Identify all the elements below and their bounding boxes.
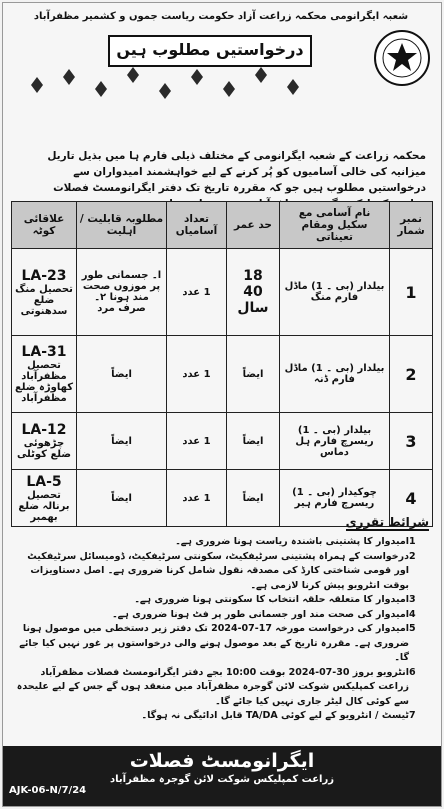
row-qualification: ایضاً [77,336,167,413]
col-post: نام آسامی مع سکیل ومقام تعیناتی [280,202,390,249]
row-age: ایضاً [227,336,280,413]
row-count: 1 عدد [167,470,227,527]
row-qualification: ایضاً [77,413,167,470]
row-post: بیلدار (بی ۔ 1) ماڈل فارم منگ [280,249,390,336]
intro-paragraph: محکمہ زراعت کے شعبہ ایگرانومی کے مختلف ذیلی فارم ہا میں بذیل تاریل میزانیہ کی خالی آسامیوں کو پُر کرنے کے لیے خواہشمند امیدواران سے درخواستیں مطلوب ہیں جو کہ مقررہ تاریخ تک دفتر ایگرانومسٹ فصلات [47,150,426,194]
list-item: 4 امیدوار کی صحت مند اور جسمانی طور پر فٹ ہونا ضروری ہے۔ [112,608,416,620]
row-post: چوکیدار (بی ۔ 1) ریسرچ فارم ہیر [280,470,390,527]
row-count: 1 عدد [167,336,227,413]
col-serial: نمبر شمار [390,202,433,249]
table-header-row [12,202,433,249]
list-item: 2 درخواست کے ہمراہ پشتینی سرٹیفکیٹ، سکونتی سرٹیفکیٹ، ڈومیسائل سرٹیفکیٹ اور قومی شناختی کارڈ کی مصدقہ نقول شامل کرنا ضروری ہے۔ اصل دستاویزات بوقت انٹرویو پیش کرنا لازمی ہے۔ [27,550,416,591]
col-quota: علاقائی کوٹہ [12,202,77,249]
row-post: بیلدار (بی ۔ 1) ماڈل فارم ڈنہ [280,336,390,413]
row-quota: LA-12 چڑھوئی ضلع کوٹلی [12,413,77,470]
row-qualification: ایضاً [77,470,167,527]
row-age: 18 40 سال [227,249,280,336]
col-qualification: مطلوبہ قابلیت /اہلیت [77,202,167,249]
row-serial: 4 [390,470,433,527]
table-row [12,336,433,413]
page-title: درخواستیں مطلوب ہیں [108,35,312,67]
posts-table [11,201,433,527]
list-item: 6 انٹرویو بروز 30-07-2024 بوقت 10:00 بجے دفتر ایگرانومسٹ فصلات مظفرآباد زراعت کمپلیکس شوکت لائن گوجرہ مظفرآباد میں منعقد ہوں گے جس کے لیے علیحدہ سے کوئی کال لیٹر جاری نہیں کیا جائے گا۔ [16,666,416,707]
list-item: 5 امیدوار کی درخواست مورخہ 17-07-2024 تک دفتر زیر دستخطی میں موصول ہونا ضروری ہے۔ مقررہ تاریخ کے بعد موصول ہونے والی درخواستوں پر غور نہیں کیا جائے گا۔ [19,623,416,663]
row-age: ایضاً [227,413,280,470]
row-serial: 3 [390,413,433,470]
table-row [12,413,433,470]
footer-title: ایگرانومسٹ فصلات [129,750,315,772]
row-quota: LA-31 تحصیل مظفرآباد کھاوڑہ ضلع مظفرآباد [12,336,77,413]
row-serial: 2 [390,336,433,413]
row-post: بیلدار (بی ۔ 1) ریسرچ فارم ہل دماس [280,413,390,470]
conditions-title: شرائط تقرری [345,515,429,529]
header [3,3,441,103]
department-line: شعبہ ایگرانومی محکمہ زراعت آزاد حکومت ریاست جموں و کشمیر مظفرآباد [33,11,409,22]
footer-banner [3,746,441,806]
row-age: ایضاً [227,470,280,527]
col-count: تعداد آسامیاں [167,202,227,249]
list-item: 3 امیدوار کا متعلقہ حلقہ انتخاب کا سکونتی ہونا ضروری ہے۔ [134,594,416,605]
government-seal-icon [373,29,431,87]
row-count: 1 عدد [167,413,227,470]
reference-code: AJK-06-N/7/24 [9,785,87,796]
row-quota: LA-23 تحصیل منگ ضلع سدھنوتی [12,249,77,336]
leaf-decoration-icon [21,65,321,105]
footer-address: زراعت کمپلیکس شوکت لائن گوجرہ مظفرآباد [110,774,334,785]
col-age: حد عمر [227,202,280,249]
conditions-list [13,535,431,724]
list-item: 1 امیدوار کا پشتینی باشندہ ریاست ہونا ضروری ہے۔ [175,536,416,547]
row-quota: LA-5 تحصیل برنالہ ضلع بھمبر [12,470,77,527]
row-count: 1 عدد [167,249,227,336]
row-qualification: ا۔ جسمانی طور پر موزوں صحت مند ہونا ۲۔ صرف مرد [77,249,167,336]
table-row [12,249,433,336]
row-serial: 1 [390,249,433,336]
list-item: 7 ٹیسٹ / انٹرویو کے لیے کوئی TA/DA قابل ادائیگی نہ ہوگا۔ [141,710,416,721]
advertisement-page [2,2,442,807]
